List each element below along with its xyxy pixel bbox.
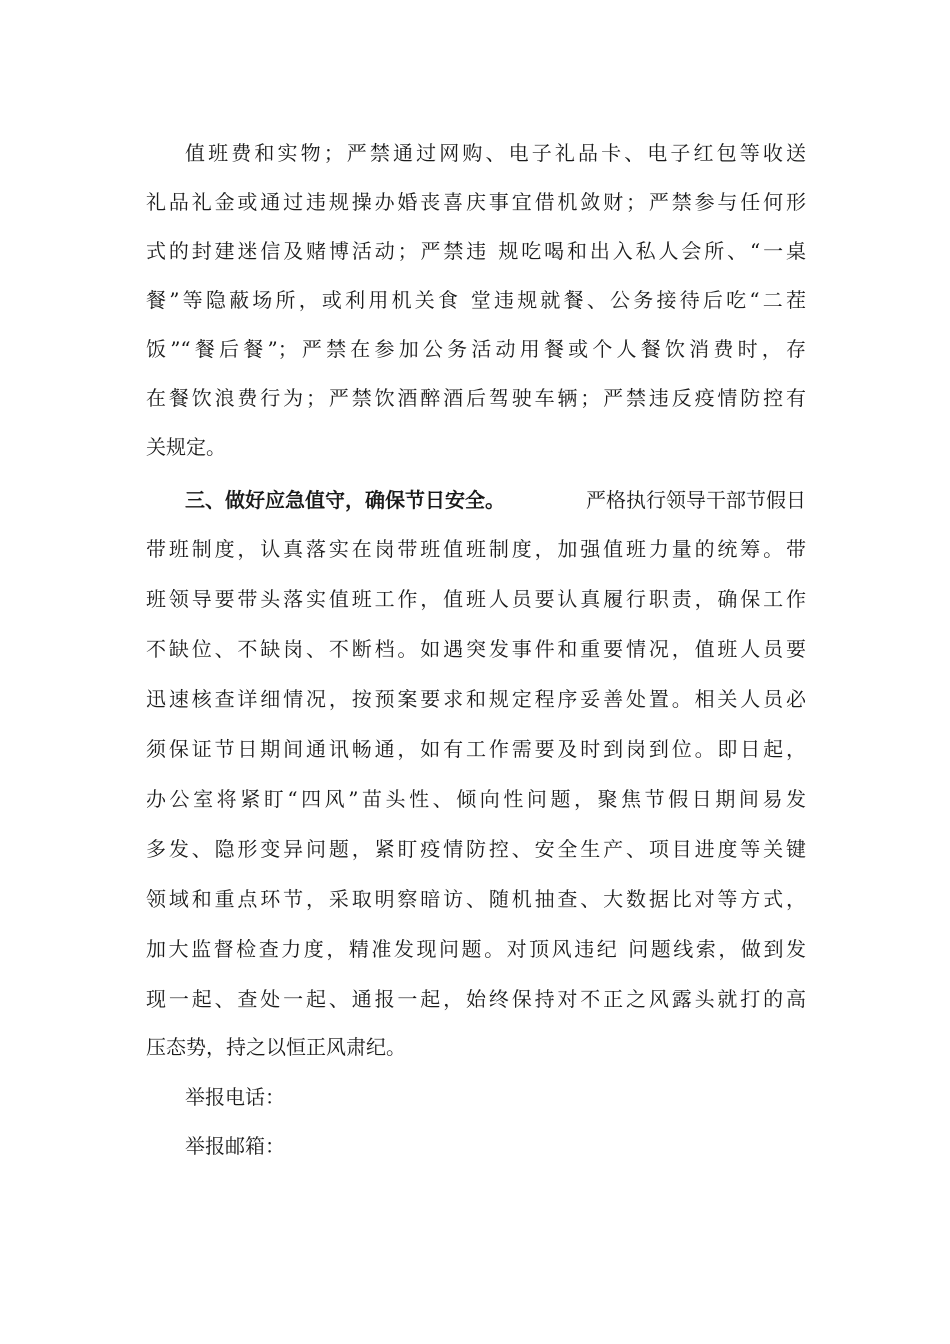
paragraph-1-line-1: 值班费和实物；严禁通过网购、电子礼品卡、电子红包等收送 — [185, 141, 806, 165]
section-3-line-7: 多发、隐形变异问题，紧盯疫情防控、安全生产、项目进度等关键 — [146, 837, 806, 861]
section-3-line-4: 迅速核查详细情况，按预案要求和规定程序妥善处置。相关人员必 — [146, 687, 806, 711]
paragraph-1-line-7: 关规定。 — [146, 435, 226, 459]
section-3-first-line — [185, 475, 806, 525]
section-3-line-8: 领域和重点环节，采取明察暗访、随机抽查、大数据比对等方式， — [146, 887, 806, 911]
paragraph-1-line-6: 在餐饮浪费行为；严禁饮酒醉酒后驾驶车辆；严禁违反疫情防控有 — [146, 386, 806, 410]
section-3-line-10: 现一起、查处一起、通报一起，始终保持对不正之风露头就打的高 — [146, 987, 806, 1011]
report-email-label: 举报邮箱： — [185, 1134, 285, 1158]
paragraph-1-line-2: 礼品礼金或通过违规操办婚丧喜庆事宜借机敛财；严禁参与任何形 — [146, 190, 806, 214]
section-3-line-11: 压态势，持之以恒正风肃纪。 — [146, 1035, 406, 1059]
section-3-line-2: 班领导要带头落实值班工作，值班人员要认真履行职责，确保工作 — [146, 587, 806, 611]
section-3-first-line-rest: 严格执行领导干部节假日 — [586, 488, 806, 512]
paragraph-1-line-3: 式的封建迷信及赌博活动；严禁违 规吃喝和出入私人会所、“一桌 — [146, 239, 806, 263]
section-3-line-3: 不缺位、不缺岗、不断档。如遇突发事件和重要情况，值班人员要 — [146, 637, 806, 661]
section-3-line-5: 须保证节日期间通讯畅通，如有工作需要及时到岗到位。即日起， — [146, 737, 806, 761]
paragraph-1-line-4: 餐”等隐蔽场所，或利用机关食 堂违规就餐、公务接待后吃“二茬 — [146, 288, 806, 312]
section-3-line-6: 办公室将紧盯“四风”苗头性、倾向性问题，聚焦节假日期间易发 — [146, 787, 806, 811]
section-3-line-1: 带班制度，认真落实在岗带班值班制度，加强值班力量的统筹。带 — [146, 537, 806, 561]
section-3-heading: 三、做好应急值守，确保节日安全。 — [185, 488, 505, 512]
section-3-line-9: 加大监督检查力度，精准发现问题。对顶风违纪 问题线索，做到发 — [146, 937, 806, 961]
paragraph-1-line-5: 饭”“餐后餐”；严禁在参加公务活动用餐或个人餐饮消费时，存 — [146, 337, 806, 361]
report-phone-label: 举报电话： — [185, 1085, 285, 1109]
